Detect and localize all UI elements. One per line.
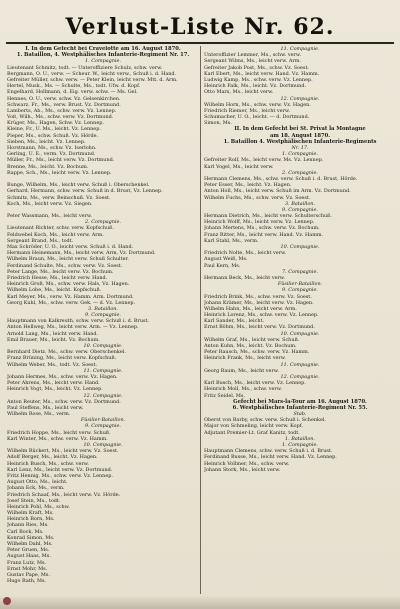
casualty-entry: August Otto, Ms., leicht. [7, 479, 68, 486]
unit-heading: 1. Bataillon. [285, 435, 315, 442]
casualty-entry: Wilhelm Hahn, Ms., leicht verw. Arm. [204, 305, 297, 312]
casualty-entry: Ernst Mohr, Ms. [7, 565, 48, 572]
casualty-entry: Josef Stein, Ms., todt. [7, 497, 61, 504]
casualty-entry: Wilhelm Fuchs, Ms., schw. verw. Vz. Soest. [204, 194, 311, 201]
unit-heading: 9. Compagnie. [85, 312, 121, 319]
casualty-entry: Johann Mertens, Ms., schw. verw. Vz. Bochum. [204, 225, 320, 232]
casualty-entry: Karl Stahl, Ms., verm. [204, 237, 259, 244]
casualty-entry: Major von Schmeling, leicht verw. Kopf. [204, 423, 303, 430]
casualty-entry: Ferdinand Busse, Ms., leicht verw. Hand. Vz. Lennep. [204, 454, 337, 461]
casualty-entry: Johann Ries, Ms. [7, 522, 49, 529]
casualty-entry: Heinrich Lorenz, Ms., schw. verw. Vz. Lennep. [204, 312, 319, 319]
section-heading: I. In dem Gefecht bei Cravelotte am 16. August 1870. [25, 46, 181, 52]
casualty-entry: Ernst Böhm, Ms., leicht verw. Vz. Dortmund. [204, 324, 315, 331]
unit-heading: 12. Compagnie. [280, 95, 320, 102]
casualty-entry: Karl Busch, Ms., leicht verw. Vz. Lennep. [204, 380, 306, 387]
unit-heading: 12. Compagnie. [280, 373, 320, 380]
section-heading: 1. Bataillon, 4. Westphälisches Infanterie-Regiment Nr. 17. [16, 52, 190, 59]
casualty-entry: Georg Baum, Ms., leicht verw. [204, 367, 279, 374]
casualty-entry: Franz Lutz, Ms. [7, 559, 47, 566]
casualty-entry: Müller, Fr., Ms., leicht verw. Vz. Dortmund. [7, 157, 115, 164]
section-heading: 6. Westphälisches Infanterie-Regiment Nr. 55. [232, 404, 368, 411]
casualty-entry: Hennes, O. U., verw. schw. Vz. Gelsenkirchen. [7, 95, 121, 102]
unit-heading: 9. Compagnie. [282, 206, 318, 213]
casualty-entry: Voß, Wilh., Ms., schw. verw. Vz. Dortmund. [7, 114, 114, 121]
casualty-entry: August Haas, Ms. [7, 553, 51, 560]
casualty-entry: Max Schröder, U. O., leicht verw. Schuß i. d. Hand. [7, 244, 134, 250]
casualty-entry: Wilhelm Horn, Ms., schw. verw. Vz. Hagen. [204, 101, 311, 108]
unit-heading: Füsilier-Bataillon. [277, 281, 323, 288]
casualty-entry: Heinrich Wolff, Ms., leicht verw. Vz. Lennep. [204, 219, 315, 226]
casualty-entry: Bergmann, O. U., verw. — Scheur. W., leicht verw., Schuß i. d. Hand. [7, 70, 177, 77]
casualty-entry: Anton Reuter, Ms., schw. verw. Vz. Dortmund. [7, 398, 121, 405]
casualty-entry: Paul Kern, Ms. [204, 262, 241, 269]
casualty-entry: Wilhelm Lobe, Ms., leicht. Kopfschuß. [7, 287, 102, 294]
casualty-entry: Wilhelm Dahl, Ms. [7, 541, 53, 547]
casualty-entry: Friedrich Brink, Ms., schw. verw. Vz. Soest. [204, 293, 312, 300]
casualty-entry: Heinrich Groß, Ms., schw. verw. Hals, Vz. Hagen. [7, 281, 130, 288]
section-heading: am 18. August 1870. [269, 132, 331, 139]
casualty-entry: Johann Hermes, Ms., schw. verw. Vz. Hagen. [7, 373, 118, 380]
casualty-entry: Brenne, Ms., leicht. Vz. Bochum. [7, 163, 89, 170]
casualty-entry: Karl Sander, Ms., leicht. [204, 318, 264, 325]
casualty-entry: Anton Hellweg, Ms., leicht verw. Arm. — Vz. Lennep. [7, 324, 139, 331]
left-column [7, 46, 199, 584]
casualty-entry: Lamberts, Ab., Ms., schw. verw. Vz. Lennep. [7, 107, 117, 114]
casualty-entry: Peter Lange, Ms., leicht verw. Vz. Bochum. [7, 268, 114, 275]
casualty-entry: Krüger, Ms., Hagen, Schw. Vz. Lennep. [7, 120, 104, 127]
casualty-entry: Wilhelm Braun, Ms., leicht verw. Schuß Schulter. [7, 256, 129, 263]
casualty-entry: Horstmann, Ms., schw. Vz. Iserlohn. [7, 145, 97, 151]
unit-heading: 9. Compagnie. [85, 423, 121, 430]
casualty-entry: Heinrich Born, Ms. [7, 516, 55, 523]
casualty-entry: Karl Vogel, Ms., leicht verw. [204, 163, 274, 170]
casualty-entry: Pieper, Ms., schw. Schuß. Vz. Hörde. [7, 132, 99, 139]
casualty-entry: Hauptmann Clemens, schw. verw. Schuß i. d. Brust. [204, 448, 333, 455]
casualty-entry: Unteroffizier Lemmer, Ms., schw. verw. [204, 52, 302, 59]
casualty-entry: Schwarz, Fr., Ms., verw. Brust. Vz. Dortmund. [7, 101, 121, 108]
casualty-entry: Franz Ritter, Ms., leicht verw. Hand. Vz. Hamm. [204, 231, 324, 238]
casualty-entry: Heinrich Vogt, Ms., leicht. Vz. Lennep. [7, 386, 103, 393]
library-stamp-icon [3, 597, 11, 605]
casualty-entry: Heinrich Moll, Ms., schw. verw. [204, 386, 282, 393]
casualty-entry: Hermann Beck, Ms., leicht verw. [204, 274, 285, 281]
casualty-entry: Heinrich Frank, Ms., leicht verw. [204, 355, 286, 362]
casualty-entry: Heinrich Falk, Ms., leicht. Vz. Dortmund. [204, 83, 307, 90]
casualty-entry: Heinrich Vollmer, Ms., schw. verw. [204, 460, 290, 467]
casualty-entry: Peter Rausch, Ms., schw. verw. Vz. Hamm. [204, 349, 310, 356]
casualty-entry: Friedrich Hoppe, Ms., leicht verw. Schuß. [7, 429, 111, 436]
casualty-entry: Georg Kuhl, Ms., schw. verw. Gek. — d. Vz. Lennep. [7, 299, 136, 306]
casualty-entry: Fritz Seidel, Ms. [204, 392, 245, 399]
casualty-entry: Simon, Ms. [204, 120, 232, 127]
casualty-entry: Rappe, Sch., Ms., leicht verw. Vz. Lennep. [7, 169, 112, 176]
unit-heading: 10. Compagnie. [83, 442, 123, 448]
unit-heading: 10. Compagnie. [280, 244, 320, 250]
casualty-entry: Engelhard, Hollmann, d. Eig. verw. schw. — Ms. Gel. [7, 89, 138, 96]
right-column [204, 46, 396, 473]
casualty-entry: Johann Krämer, Ms., leicht verw. Vz. Hagen. [204, 299, 314, 306]
unit-heading: Stab. [293, 411, 307, 418]
unit-heading: 10. Compagnie. [83, 343, 123, 349]
unit-heading: 3. Bataillon. [285, 200, 315, 207]
casualty-entry: Fritz Hennig, Ms., schw. verw. Vz. Lennep. [7, 472, 113, 479]
casualty-entry: Peter Wassmann, Ms., leicht verw. [7, 213, 92, 220]
casualty-entry: Sergeant Brand, Ms., todt. [7, 237, 74, 244]
casualty-entry: Hermann Clemens, Ms., schw. verw. Schuß i. d. Brust, Hörde. [204, 175, 358, 182]
casualty-entry: Friedrich Riemer, Ms., leicht verw. [204, 107, 291, 114]
casualty-entry: Adolf Berger, Ms., leicht. Vz. Hagen. [7, 454, 98, 461]
casualty-entry: Gefreiter Jakob Post, Ms., schw. Vz. Soest. [204, 64, 309, 71]
casualty-entry: Hertel, Musk., Ms. — Schulte, Ms., todt. Ufw. d. Kopf. [7, 83, 141, 90]
casualty-entry: Sieben, Ms., leicht. Vz. Lennep. [7, 138, 86, 145]
unit-heading: 7. Compagnie. [282, 268, 318, 275]
casualty-entry: Adjutant Premier-Lt. Graf Kanitz, todt. [204, 429, 300, 436]
casualty-entry: Ludwig Kamp, Ms., schw. verw. Vz. Lennep. [204, 76, 313, 83]
casualty-entry: Ferdinand Schulte, Ms., schw. verw. Vz. Soest. [7, 262, 123, 269]
section-heading: 1. Bataillon 4. Westphälischen Infanterie-Regiments [223, 138, 377, 145]
unit-heading: 1. Compagnie. [282, 151, 318, 158]
casualty-entry: Wilhelm Kraft, Ms. [7, 510, 54, 517]
unit-heading: 11. Compagnie. [280, 46, 320, 52]
casualty-entry: Emil Brauer, Ms., leicht. Vz. Bochum. [7, 336, 100, 343]
casualty-entry: Schumacher, U. O., leicht. — d. Dortmund. [204, 114, 310, 121]
casualty-entry: Friedrich Nolte, Ms., leicht verw. [204, 250, 287, 257]
section-heading: Gefecht bei Mars-la-Tour am 16. August 1870. [233, 398, 367, 405]
casualty-entry: Heinrich Busch, Ms., schw. verw. [7, 460, 89, 467]
casualty-entry: Konrad Simon, Ms. [7, 534, 55, 541]
casualty-entry: Wilhelm Rose, Ms., verm. [7, 411, 71, 418]
casualty-entry: Peter Gruen, Ms. [7, 547, 50, 554]
section-heading: II. In dem Gefecht bei St. Privat la Montagne [234, 126, 366, 133]
casualty-entry: Otto Marx, Ms., leicht verw. [204, 89, 274, 96]
casualty-entry: Paul Steffens, Ms., leicht verw. [7, 404, 84, 411]
casualty-entry: Friedrich Hesse, Ms., leicht verw. Hand. [7, 274, 108, 281]
casualty-entry: Hugo Rath, Ms. [7, 578, 47, 585]
casualty-entry: Oberst von Barby, schw. verw. Schuß i. Schenkel. [204, 417, 326, 424]
casualty-entry: Friedrich Schaaf, Ms., leicht verw. Vz. Hörde. [7, 491, 121, 498]
casualty-entry: Koch, Ms., leicht verw. Vz. Siegen. [7, 200, 93, 207]
casualty-entry: Hermann Dietrich, Ms., leicht verw. Schulterschuß. [204, 213, 332, 220]
casualty-entry: Heinrich Pohl, Ms., schw. [7, 503, 70, 510]
unit-heading: 3. Bataillon. [88, 305, 118, 312]
casualty-entry: Arnold Lang, Ms., leicht verw. Hand. [7, 330, 99, 337]
casualty-entry: Karl Lenz, Ms., leicht verw. Vz. Dortmund. [7, 466, 113, 473]
unit-heading: 2. Compagnie. [282, 169, 318, 176]
column-divider [200, 46, 201, 594]
casualty-entry: Kleine, Fr., U. Ms., leicht. Vz. Lennep. [7, 126, 101, 133]
unit-heading: 1. Compagnie. [85, 58, 121, 65]
casualty-entry: Gustav Pape, Ms. [7, 571, 50, 578]
casualty-entry: Johann Stork, Ms., leicht verw. [204, 466, 281, 473]
casualty-entry: Karl Ebert, Ms., leicht verw. Hand. Vz. Hamm. [204, 70, 320, 77]
casualty-entry: Bunge, Wilhelm, Ms., leicht verw. Schuß i. Oberschenkel. [7, 182, 150, 189]
page-bottom-shadow [0, 595, 400, 609]
casualty-entry: Lieutenant Richter, schw. verw. Kopfschuß. [7, 225, 114, 232]
unit-heading: 11. Compagnie. [280, 361, 320, 368]
casualty-entry: Peter Esser, Ms., leicht. Vz. Hagen. [204, 182, 292, 189]
casualty-entry: Sergeant Wilms, Ms., leicht verw. Arm. [204, 58, 301, 65]
page-title: Verlust-Liste Nr. 62. [65, 14, 335, 40]
casualty-entry: Hermann Heinemann, Ms., leicht verw. Arm, Vz. Dortmund. [7, 250, 156, 257]
casualty-entry: Gerhard, Hermann, schw. verw. Schuß in d. Brust, Vz. Lennep. [7, 188, 163, 195]
unit-heading: 10. Compagnie. [280, 330, 320, 337]
casualty-entry: Gefreiter Müller, schw. verw. — Peter Klein, leicht verw. Mtt. d. Arm. [7, 76, 178, 83]
unit-heading: 12. Compagnie. [83, 392, 123, 399]
unit-heading: 11. Compagnie. [83, 367, 123, 374]
unit-heading: 1. Compagnie. [282, 442, 318, 448]
casualty-entry: Wilhelm Rückert, Ms., leicht verw. Vz. Soest. [7, 448, 119, 455]
casualty-entry: Gerling, U. E., verm. Vz. Dortmund. [7, 151, 96, 158]
casualty-entry: Wilhelm Graf, Ms., leicht verw. Schuß. [204, 336, 300, 343]
casualty-entry: Karl Meyer, Ms., verw. Vz. Hamm. Arm. Dortmund. [7, 293, 134, 300]
unit-heading: Nr. 17. [291, 145, 309, 151]
casualty-entry: Schmitz, Ms., verw. Beinschuß. Vz. Soest. [7, 194, 111, 201]
casualty-entry: Lieutenant Schmitz, todt. — Unteroffiziere Schulz, schw. verw. [7, 64, 163, 71]
casualty-entry: Feldwebel Koch, Ms., leicht verw. Arm. [7, 231, 104, 238]
casualty-entry: Anton Holl, Ms., leicht verw. Schuß im Arm. Vz. Dortmund. [204, 188, 351, 195]
unit-heading: 9. Compagnie. [282, 287, 318, 294]
unit-heading: 2. Compagnie. [85, 219, 121, 226]
casualty-entry: Anton Kuhn, Ms., leicht. Vz. Bochum. [204, 343, 297, 349]
casualty-entry: Franz Brüning, Ms., leicht verw. Kopfschuß. [7, 355, 117, 362]
casualty-entry: Bernhard Dietz, Ms., schw. verw. Oberschenkel. [7, 349, 126, 356]
casualty-entry: Gefreiter Rolf, Ms., leicht verw. Ms. Vz. Lennep. [204, 157, 324, 164]
casualty-entry: Carl Bock, Ms. [7, 528, 44, 535]
casualty-entry: August Weiß, Ms. [204, 256, 248, 263]
casualty-entry: Peter Ahrens, Ms., leicht verw. Hand. [7, 380, 100, 387]
title-rule [6, 42, 394, 44]
casualty-entry: Karl Winter, Ms., schw. verw. Vz. Hamm. [7, 435, 108, 442]
casualty-entry: Wilhelm Weber, Ms., todt. Vz. Soest. [7, 361, 98, 368]
unit-heading: Füsilier-Bataillon. [80, 417, 126, 424]
casualty-entry: Hauptmann von Kalkreuth, schw. verw. Schuß i. d. Brust. [7, 318, 150, 325]
casualty-entry: Johann Eck, Ms., verm. [7, 485, 65, 492]
